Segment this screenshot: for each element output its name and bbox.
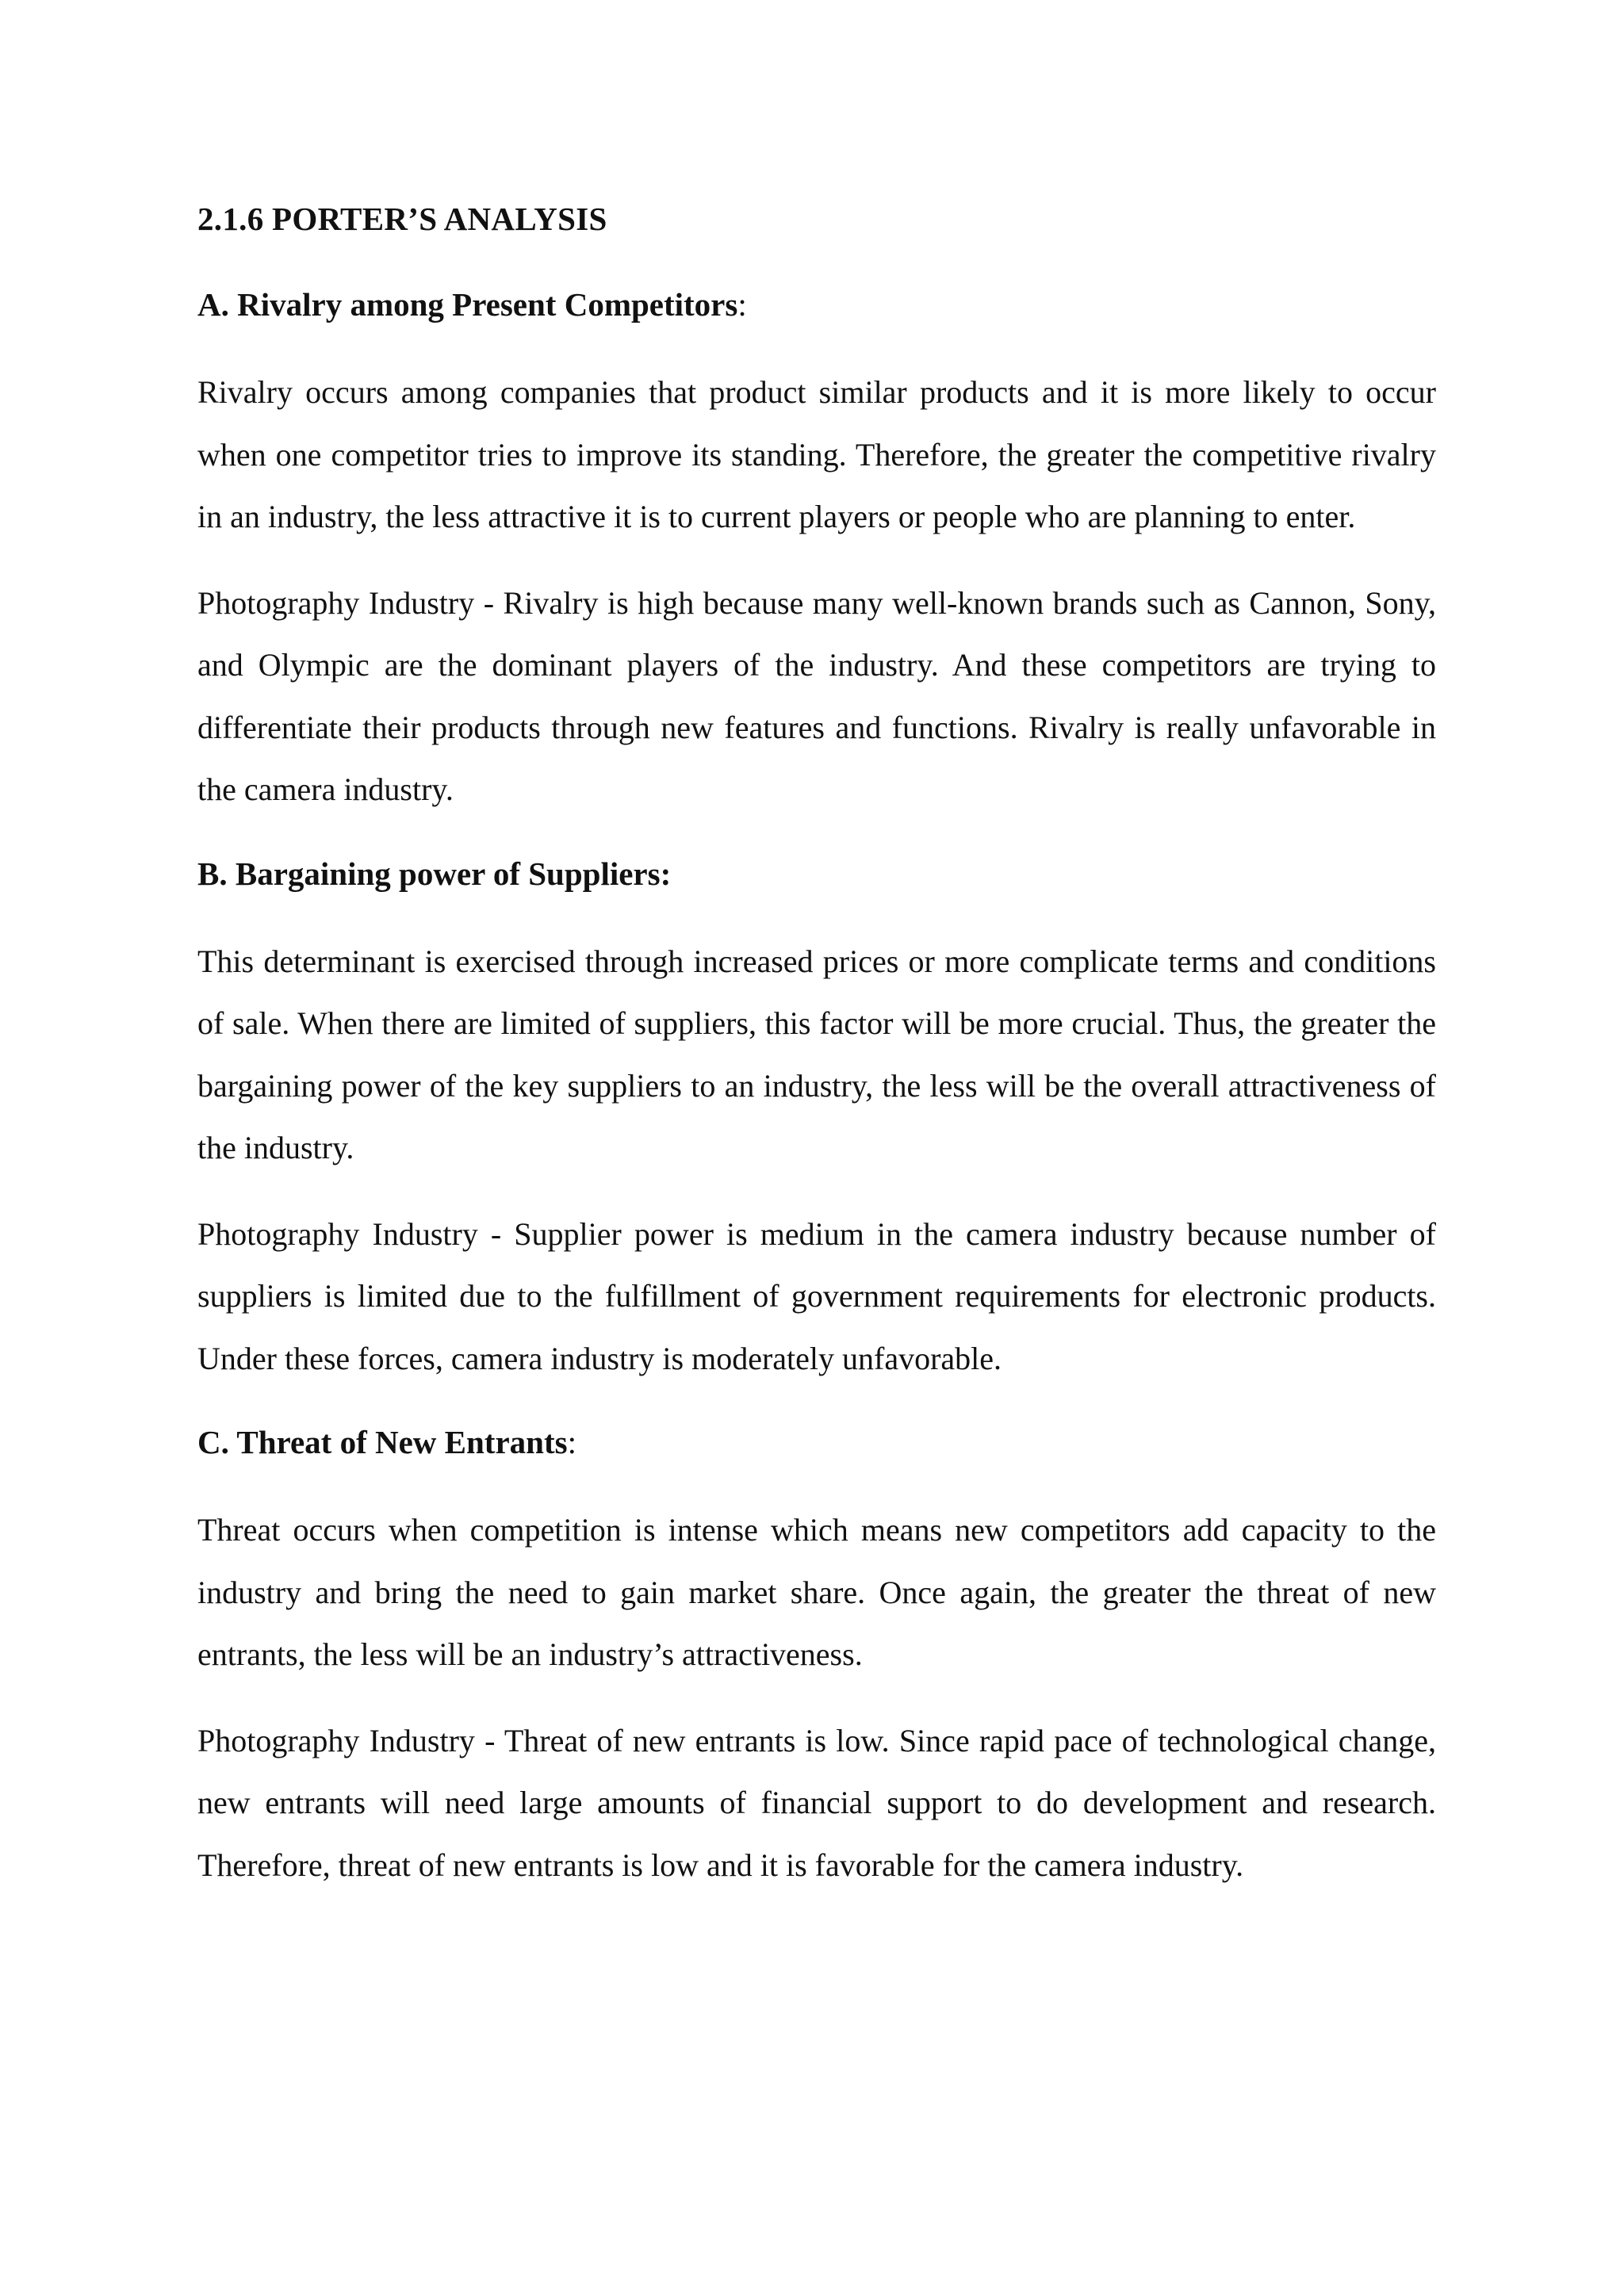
paragraph-rivalry-definition: Rivalry occurs among companies that product similar products and it is more likely to occur when one competitor tries to improve its standing. Therefore, the greater the competitive rivalry in an industry, the less attractive it is to current players or people who are planning to enter. [197, 374, 1436, 534]
paragraph-suppliers-photography: Photography Industry - Supplier power is medium in the camera industry because number of suppliers is limited due to the fulfillment of government requirements for electronic products. Under these forces, camera industry is moderately unfavorable. [197, 1215, 1436, 1376]
section-heading-new-entrants [197, 1414, 1436, 1471]
document-page [197, 190, 1436, 1920]
section-heading-colon: : [737, 286, 747, 323]
section-heading-suppliers [197, 845, 1436, 902]
paragraph-suppliers-definition: This determinant is exercised through increased prices or more complicate terms and conditions of sale. When there are limited of suppliers, this factor will be more crucial. Thus, the greater the bargaining power of the key suppliers to an industry, the less will be the overall attractiveness of the industry. [197, 943, 1436, 1165]
section-heading-text: C. Threat of New Entrants [197, 1424, 568, 1460]
paragraph-new-entrants-definition: Threat occurs when competition is intense which means new competitors add capacity to the industry and bring the need to gain market share. Once again, the greater the threat of new entrants, the less will be an industry’s attractiveness. [197, 1512, 1436, 1672]
section-heading-rivalry [197, 276, 1436, 333]
paragraph-rivalry-photography: Photography Industry - Rivalry is high because many well-known brands such as Cannon, Sony, and Olympic are the dominant players of the industry. And these competitors are trying to differentiate their products through new features and functions. Rivalry is really unfavorable in the camera industry. [197, 584, 1436, 807]
section-heading-colon: : [567, 1424, 576, 1460]
section-heading-text: A. Rivalry among Present Competitors [197, 286, 738, 323]
page-title: 2.1.6 PORTER’S ANALYSIS [197, 201, 607, 237]
section-heading-text: B. Bargaining power of Suppliers: [197, 855, 672, 892]
paragraph-new-entrants-photography: Photography Industry - Threat of new entrants is low. Since rapid pace of technological change, new entrants will need large amounts of financial support to do development and research. Therefore, threat of new entrants is low and it is favorable for the camera industry. [197, 1722, 1436, 1883]
